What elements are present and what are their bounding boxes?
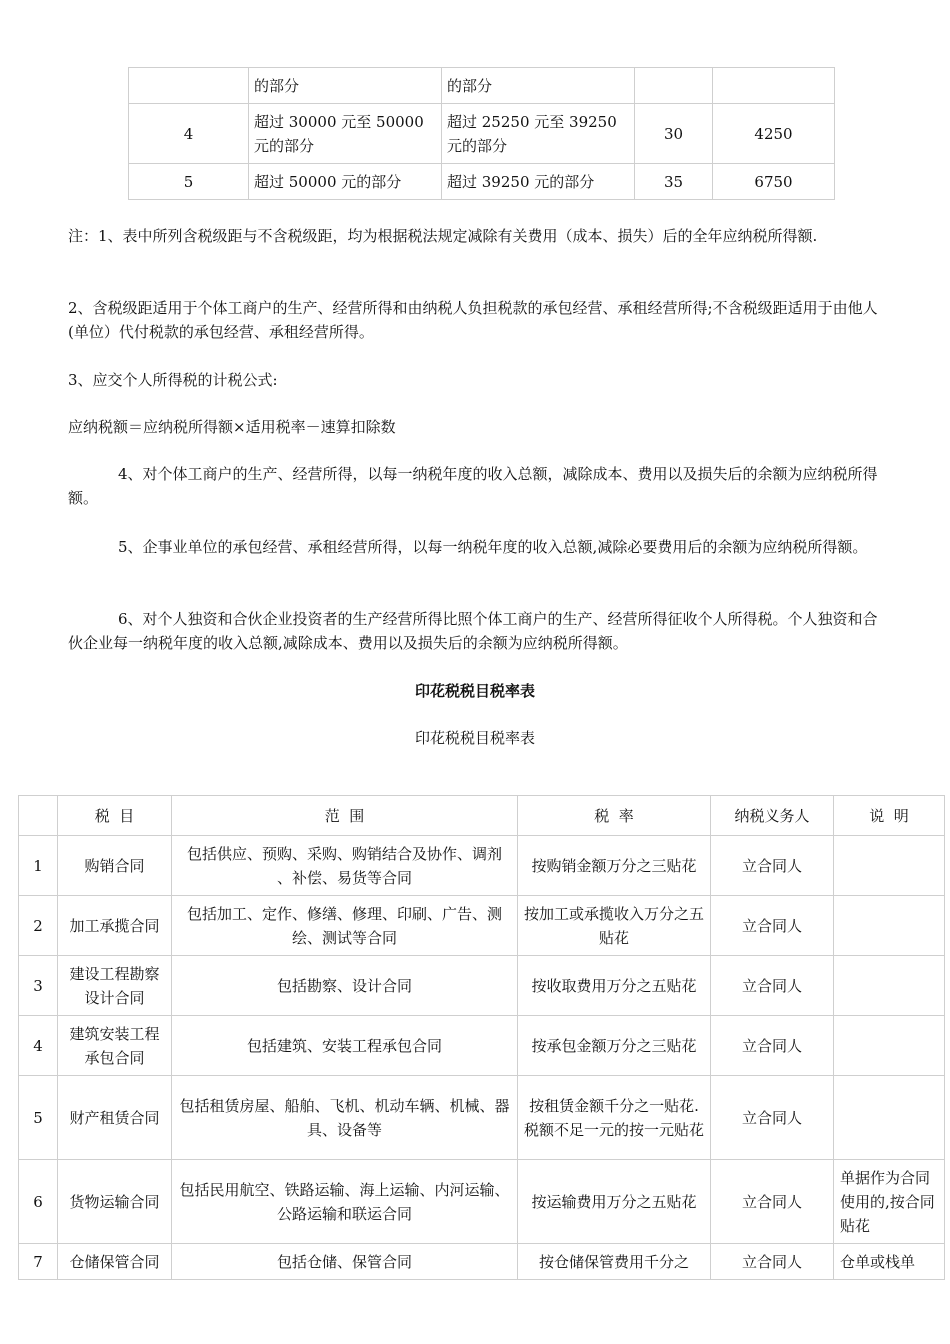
rate-cell: 35	[635, 164, 713, 200]
section-heading: 印花税税目税率表	[414, 682, 535, 700]
table-row	[19, 956, 945, 1016]
tax-rate: 按承包金额万分之三贴花	[518, 1016, 711, 1076]
header-note: 说 明	[834, 796, 945, 836]
tax-scope: 包括民用航空、铁路运输、海上运输、内河运输、公路运输和联运合同	[172, 1160, 518, 1244]
header-payer: 纳税义务人	[711, 796, 834, 836]
taxpayer: 立合同人	[711, 1076, 834, 1160]
tax-scope: 包括仓储、保管合同	[172, 1244, 518, 1280]
row-number: 2	[19, 896, 58, 956]
note-4: 4、对个体工商户的生产、经营所得，以每一纳税年度的收入总额，减除成本、费用以及损失后的余额为应纳税所得额。	[68, 465, 878, 507]
tax-scope: 包括勘察、设计合同	[172, 956, 518, 1016]
taxpayer: 立合同人	[711, 896, 834, 956]
tax-scope: 包括租赁房屋、船舶、飞机、机动车辆、机械、器具、设备等	[172, 1076, 518, 1160]
with-tax-bracket-cell: 超过 50000 元的部分	[249, 164, 442, 200]
deduction-cell	[713, 68, 835, 104]
tax-formula: 应纳税额＝应纳税所得额×适用税率－速算扣除数	[68, 418, 396, 436]
row-number: 1	[19, 836, 58, 896]
table-row	[19, 1244, 945, 1280]
tax-scope: 包括供应、预购、采购、购销结合及协作、调剂 、补偿、易货等合同	[172, 836, 518, 896]
row-number: 5	[19, 1076, 58, 1160]
deduction-cell: 6750	[713, 164, 835, 200]
without-tax-bracket-cell: 超过 39250 元的部分	[442, 164, 635, 200]
table-row	[19, 1076, 945, 1160]
without-tax-bracket-cell: 超过 25250 元至 39250 元的部分	[442, 104, 635, 164]
table-row	[129, 104, 835, 164]
header-rate: 税 率	[518, 796, 711, 836]
tax-rate: 按运输费用万分之五贴花	[518, 1160, 711, 1244]
tax-note	[834, 1076, 945, 1160]
note-3: 3、应交个人所得税的计税公式:	[68, 371, 278, 389]
tax-rate: 按购销金额万分之三贴花	[518, 836, 711, 896]
tax-note	[834, 836, 945, 896]
deduction-cell: 4250	[713, 104, 835, 164]
table-row	[129, 68, 835, 104]
row-number: 4	[19, 1016, 58, 1076]
table-row	[19, 836, 945, 896]
header-scope: 范 围	[172, 796, 518, 836]
income-tax-table	[128, 67, 835, 200]
row-number: 6	[19, 1160, 58, 1244]
with-tax-bracket-cell: 的部分	[249, 68, 442, 104]
taxpayer: 立合同人	[711, 1244, 834, 1280]
rate-cell: 30	[635, 104, 713, 164]
level-cell: 4	[129, 104, 249, 164]
header-item: 税 目	[58, 796, 172, 836]
table-header-row	[19, 796, 945, 836]
taxpayer: 立合同人	[711, 836, 834, 896]
tax-item: 财产租赁合同	[58, 1076, 172, 1160]
note-2: 2、含税级距适用于个体工商户的生产、经营所得和由纳税人负担税款的承包经营、承租经营所得;不含税级距适用于由他人(单位）代付税款的承包经营、承租经营所得。	[68, 299, 878, 341]
tax-rate: 按租赁金额千分之一贴花.税额不足一元的按一元贴花	[518, 1076, 711, 1160]
tax-note: 单据作为合同使用的,按合同贴花	[834, 1160, 945, 1244]
tax-rate: 按收取费用万分之五贴花	[518, 956, 711, 1016]
section-subheading: 印花税税目税率表	[414, 729, 535, 747]
row-number: 3	[19, 956, 58, 1016]
table-row	[19, 896, 945, 956]
table-row	[19, 1016, 945, 1076]
stamp-tax-table	[18, 795, 945, 1280]
note-1: 注：1、表中所列含税级距与不含税级距，均为根据税法规定减除有关费用（成本、损失）后的全年应纳税所得额.	[68, 227, 818, 245]
tax-item: 购销合同	[58, 836, 172, 896]
taxpayer: 立合同人	[711, 956, 834, 1016]
table-row	[129, 164, 835, 200]
tax-rate: 按仓储保管费用千分之	[518, 1244, 711, 1280]
taxpayer: 立合同人	[711, 1016, 834, 1076]
tax-item: 建筑安装工程承包合同	[58, 1016, 172, 1076]
rate-cell	[635, 68, 713, 104]
tax-note: 仓单或栈单	[834, 1244, 945, 1280]
level-cell	[129, 68, 249, 104]
level-cell: 5	[129, 164, 249, 200]
tax-note	[834, 1016, 945, 1076]
note-6: 6、对个人独资和合伙企业投资者的生产经营所得比照个体工商户的生产、经营所得征收个人所得税。个人独资和合伙企业每一纳税年度的收入总额,减除成本、费用以及损失后的余额为应纳税所得额。	[68, 610, 878, 652]
row-number: 7	[19, 1244, 58, 1280]
tax-item: 仓储保管合同	[58, 1244, 172, 1280]
tax-note	[834, 896, 945, 956]
note-5: 5、企事业单位的承包经营、承租经营所得，以每一纳税年度的收入总额,减除必要费用后的余额为应纳税所得额。	[118, 538, 868, 556]
tax-scope: 包括加工、定作、修缮、修理、印刷、广告、测绘、测试等合同	[172, 896, 518, 956]
tax-item: 货物运输合同	[58, 1160, 172, 1244]
table-row	[19, 1160, 945, 1244]
taxpayer: 立合同人	[711, 1160, 834, 1244]
tax-rate: 按加工或承揽收入万分之五贴花	[518, 896, 711, 956]
tax-scope: 包括建筑、安装工程承包合同	[172, 1016, 518, 1076]
header-no	[19, 796, 58, 836]
tax-item: 建设工程勘察设计合同	[58, 956, 172, 1016]
with-tax-bracket-cell: 超过 30000 元至 50000 元的部分	[249, 104, 442, 164]
tax-note	[834, 956, 945, 1016]
without-tax-bracket-cell: 的部分	[442, 68, 635, 104]
tax-item: 加工承揽合同	[58, 896, 172, 956]
